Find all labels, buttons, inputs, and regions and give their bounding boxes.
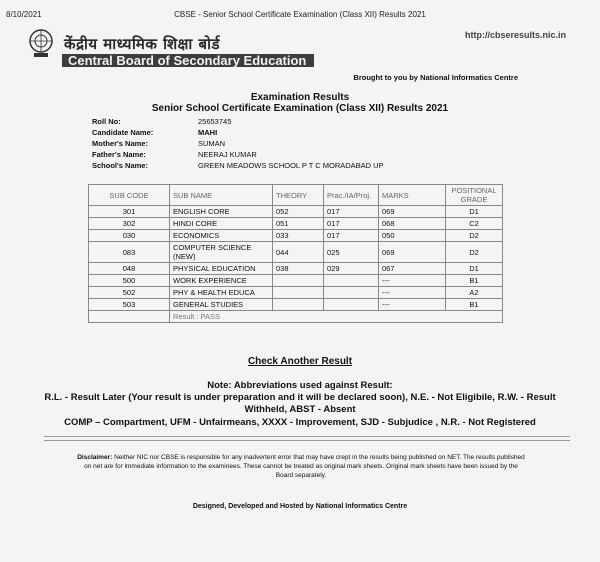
- table-row: [89, 299, 503, 311]
- cell-sub-code: 030: [89, 230, 170, 242]
- cell-theory: 038: [273, 263, 324, 275]
- cell-marks: ---: [379, 299, 446, 311]
- cell-practical: 029: [324, 263, 379, 275]
- table-row: [89, 242, 503, 263]
- footer-credit: Designed, Developed and Hosted by National Informatics Centre: [192, 503, 408, 510]
- cell-sub-code: 301: [89, 206, 170, 218]
- school-label: School's Name:: [92, 161, 148, 170]
- table-header-row: [89, 185, 503, 206]
- cell-grade: C2: [446, 218, 503, 230]
- col-theory: THEORY: [273, 185, 324, 206]
- results-subheading: Senior School Certificate Examination (Class XII) Results 2021: [151, 103, 449, 114]
- roll-label: Roll No:: [92, 117, 121, 126]
- col-marks: MARKS: [379, 185, 446, 206]
- logo-hindi-text: केंद्रीय माध्यमिक शिक्षा बोर्ड: [64, 35, 221, 53]
- cbse-emblem-icon: [28, 28, 54, 58]
- cell-grade: D1: [446, 206, 503, 218]
- father-row: [92, 149, 384, 160]
- name-row: [92, 127, 384, 138]
- disclaimer-text: Neither NIC nor CBSE is responsible for any inadvertent error that may have crept in the results being published on NET. The results published on net are for immediate information to the examinees. These cannot be treated as original mark sheets. Original mark sheets have been issued by the Board separately.: [84, 454, 525, 479]
- cell-theory: [273, 275, 324, 287]
- cell-grade: A2: [446, 287, 503, 299]
- cell-practical: [324, 299, 379, 311]
- brought-by-text: Brought to you by National Informatics Centre: [353, 73, 518, 82]
- disclaimer-label: Disclaimer:: [77, 454, 113, 461]
- results-heading: Examination Results: [250, 92, 350, 103]
- table-row: [89, 287, 503, 299]
- cell-theory: 044: [273, 242, 324, 263]
- table-row: [89, 275, 503, 287]
- cell-marks: 067: [379, 263, 446, 275]
- cell-theory: 052: [273, 206, 324, 218]
- mother-row: [92, 138, 384, 149]
- print-title: CBSE - Senior School Certificate Examination (Class XII) Results 2021: [174, 10, 426, 19]
- table-row: [89, 263, 503, 275]
- father-value: NEERAJ KUMAR: [198, 150, 257, 159]
- divider: [44, 440, 570, 441]
- cell-marks: 069: [379, 242, 446, 263]
- cell-practical: 017: [324, 218, 379, 230]
- col-grade: POSITIONAL GRADE: [446, 185, 503, 206]
- name-value: MAHI: [198, 128, 218, 137]
- cell-marks: 069: [379, 206, 446, 218]
- note-title: Note: Abbreviations used against Result:: [207, 380, 393, 391]
- col-practical: Prac./IA/Proj.: [324, 185, 379, 206]
- col-sub-code: SUB CODE: [89, 185, 170, 206]
- cell-marks: 050: [379, 230, 446, 242]
- cell-sub-name: PHYSICAL EDUCATION: [170, 263, 273, 275]
- cell-theory: [273, 299, 324, 311]
- school-value: GREEN MEADOWS SCHOOL P T C MORADABAD UP: [198, 161, 384, 170]
- cell-marks: ---: [379, 275, 446, 287]
- cell-theory: 051: [273, 218, 324, 230]
- cell-marks: 068: [379, 218, 446, 230]
- cell-theory: [273, 287, 324, 299]
- cell-sub-code: 502: [89, 287, 170, 299]
- cell-sub-code: 083: [89, 242, 170, 263]
- cell-grade: D1: [446, 263, 503, 275]
- cell-sub-code: 302: [89, 218, 170, 230]
- cell-sub-name: GENERAL STUDIES: [170, 299, 273, 311]
- school-row: [92, 160, 384, 171]
- cell-sub-code: 503: [89, 299, 170, 311]
- print-date: 8/10/2021: [6, 10, 42, 19]
- cell-sub-name: HINDI CORE: [170, 218, 273, 230]
- cell-sub-name: COMPUTER SCIENCE (NEW): [170, 242, 273, 263]
- cell-practical: 017: [324, 206, 379, 218]
- logo-english-text: Central Board of Secondary Education: [68, 53, 307, 68]
- result-row: [89, 311, 503, 323]
- check-another-result-link[interactable]: Check Another Result: [247, 356, 353, 367]
- cell-grade: D2: [446, 230, 503, 242]
- cell-sub-code: 500: [89, 275, 170, 287]
- col-sub-name: SUB NAME: [170, 185, 273, 206]
- roll-row: [92, 116, 384, 127]
- results-table: [88, 184, 503, 323]
- cell-practical: 017: [324, 230, 379, 242]
- candidate-info: [92, 116, 384, 171]
- cell-grade: D2: [446, 242, 503, 263]
- cell-grade: B1: [446, 299, 503, 311]
- result-status: Result : PASS: [170, 311, 503, 323]
- cell-sub-code: 048: [89, 263, 170, 275]
- cell-sub-name: PHY & HEALTH EDUCA: [170, 287, 273, 299]
- name-label: Candidate Name:: [92, 128, 154, 137]
- note-line-2: COMP – Compartment, UFM - Unfairmeans, XXXX - Improvement, SJD - Subjudice , N.R. - Not Registered: [64, 417, 536, 428]
- roll-value: 25653745: [198, 117, 232, 126]
- cell-practical: 025: [324, 242, 379, 263]
- note-line-1: R.L. - Result Later (Your result is under preparation and it will be declared soon), N.E. - Not Eligibile, R.W. - Result Withheld, ABST - Absent: [44, 392, 556, 415]
- father-label: Father's Name:: [92, 150, 146, 159]
- mother-value: SUMAN: [198, 139, 226, 148]
- cell-marks: ---: [379, 287, 446, 299]
- mother-label: Mother's Name:: [92, 139, 148, 148]
- table-row: [89, 206, 503, 218]
- cell-practical: [324, 275, 379, 287]
- cell-theory: 033: [273, 230, 324, 242]
- disclaimer: [76, 453, 526, 480]
- cell-sub-name: ENGLISH CORE: [170, 206, 273, 218]
- site-url-link[interactable]: http://cbseresults.nic.in: [464, 30, 566, 40]
- cell-practical: [324, 287, 379, 299]
- divider: [44, 436, 570, 437]
- cell-sub-name: ECONOMICS: [170, 230, 273, 242]
- cell-grade: B1: [446, 275, 503, 287]
- cell-sub-name: WORK EXPERIENCE: [170, 275, 273, 287]
- result-spacer-cell: [89, 311, 170, 323]
- table-row: [89, 230, 503, 242]
- table-row: [89, 218, 503, 230]
